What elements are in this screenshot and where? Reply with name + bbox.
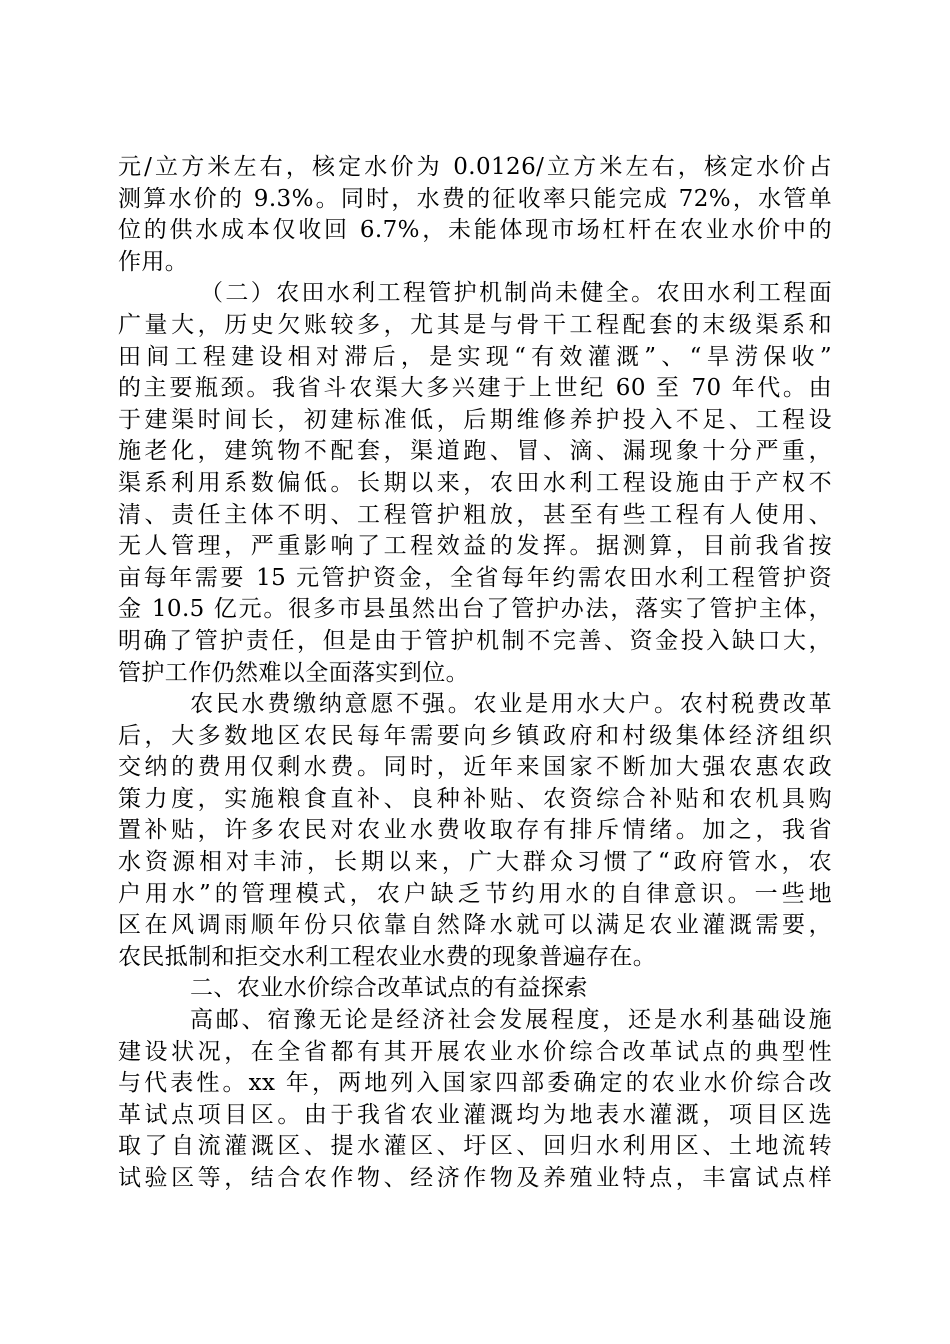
text-line: 明确了管护责任，但是由于管护机制不完善、资金投入缺口大，: [118, 627, 832, 654]
text-line: 施老化，建筑物不配套，渠道跑、冒、滴、漏现象十分严重，: [118, 438, 832, 465]
text-line: 管护工作仍然难以全面落实到位。: [118, 659, 469, 686]
text-line: 位的供水成本仅收回 6.7%，未能体现市场杠杆在农业水价中的: [118, 217, 832, 244]
text-line: 试验区等，结合农作物、经济作物及养殖业特点，丰富试点样: [118, 1165, 832, 1191]
text-line: 后，大多数地区农民每年需要向乡镇政府和村级集体经济组织: [118, 722, 832, 749]
text-line: 田间工程建设相对滞后，是实现“有效灌溉”、“旱涝保收”: [118, 343, 832, 370]
text-line: 的主要瓶颈。我省斗农渠大多兴建于上世纪 60 至 70 年代。由: [118, 375, 832, 402]
text-line: 于建渠时间长，初建标准低，后期维修养护投入不足、工程设: [118, 406, 832, 433]
text-line: 交纳的费用仅剩水费。同时，近年来国家不断加大强农惠农政: [118, 754, 832, 781]
text-line: 元/立方米左右，核定水价为 0.0126/立方米左右，核定水价占: [118, 154, 832, 180]
text-line: 作用。: [118, 248, 189, 275]
text-line: 高邮、宿豫无论是经济社会发展程度，还是水利基础设施: [190, 1007, 832, 1034]
text-line: （二）农田水利工程管护机制尚未健全。农田水利工程面: [200, 280, 832, 307]
text-line: 清、责任主体不明、工程管护粗放，甚至有些工程有人使用、: [118, 501, 832, 528]
text-line: 水资源相对丰沛，长期以来，广大群众习惯了“政府管水，农: [118, 849, 832, 876]
text-line: 亩每年需要 15 元管护资金，全省每年约需农田水利工程管护资: [118, 564, 832, 591]
text-line: 无人管理，严重影响了工程效益的发挥。据测算，目前我省按: [118, 533, 832, 560]
text-line: 农民水费缴纳意愿不强。农业是用水大户。农村税费改革: [190, 691, 832, 718]
text-line: 二、农业水价综合改革试点的有益探索: [190, 975, 588, 1002]
document-body: [118, 152, 832, 1195]
text-line: 农民抵制和拒交水利工程农业水费的现象普遍存在。: [118, 943, 657, 970]
text-line: 建设状况，在全省都有其开展农业水价综合改革试点的典型性: [118, 1038, 832, 1065]
text-line: 取了自流灌溉区、提水灌区、圩区、回归水利用区、土地流转: [118, 1133, 832, 1160]
text-line: 渠系利用系数偏低。长期以来，农田水利工程设施由于产权不: [118, 469, 832, 496]
text-line: 与代表性。xx 年，两地列入国家四部委确定的农业水价综合改: [118, 1070, 832, 1097]
text-line: 革试点项目区。由于我省农业灌溉均为地表水灌溉，项目区选: [118, 1101, 832, 1128]
text-line: 测算水价的 9.3%。同时，水费的征收率只能完成 72%，水管单: [118, 185, 832, 212]
text-line: 金 10.5 亿元。很多市县虽然出台了管护办法，落实了管护主体，: [118, 596, 832, 623]
text-line: 广量大，历史欠账较多，尤其是与骨干工程配套的末级渠系和: [118, 311, 832, 338]
text-line: 策力度，实施粮食直补、良种补贴、农资综合补贴和农机具购: [118, 785, 832, 812]
text-line: 区在风调雨顺年份只依靠自然降水就可以满足农业灌溉需要，: [118, 912, 832, 939]
text-line: 户用水”的管理模式，农户缺乏节约用水的自律意识。一些地: [118, 880, 832, 907]
text-line: 置补贴，许多农民对农业水费收取存有排斥情绪。加之，我省: [118, 817, 832, 844]
